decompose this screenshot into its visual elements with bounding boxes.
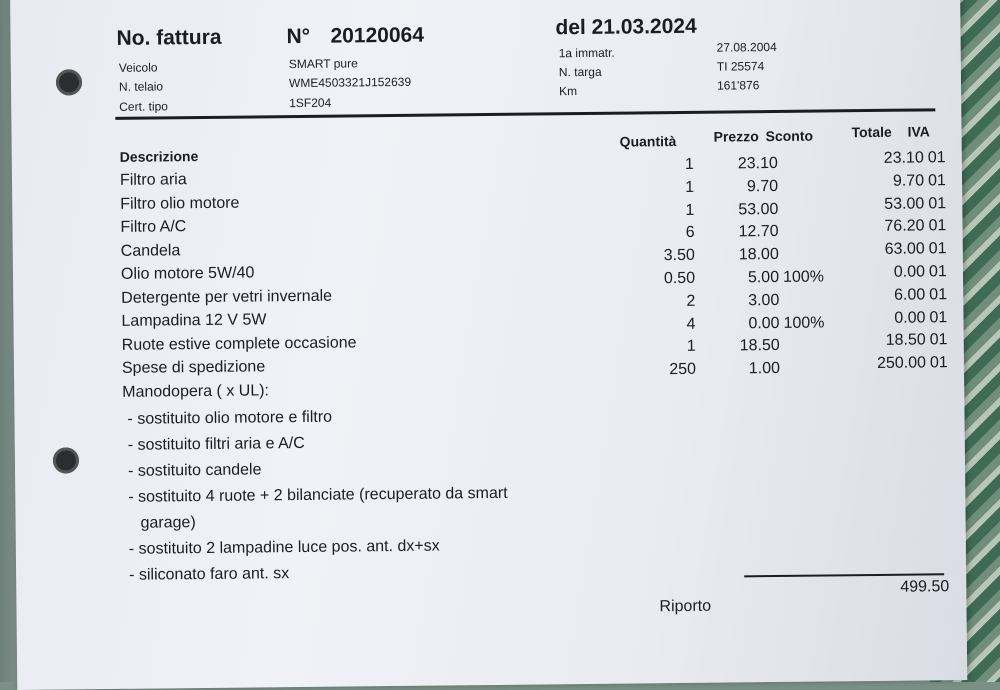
row-price: 53.00 [738,200,779,218]
row-quantity: 3.50 [663,247,695,265]
row-total: 76.20 [884,217,925,236]
row-quantity: 6 [685,224,695,242]
row-price: 3.00 [748,291,780,310]
labour-note: garage) [140,514,196,532]
first-registration-label: 1a immatr. [558,45,615,61]
row-discount [783,291,833,292]
row-discount [782,200,832,201]
first-registration-value: 27.08.2004 [716,39,777,55]
labour-note: - sostituito 4 ruote + 2 bilanciate (recuperato da smart [128,484,508,506]
chassis-label: N. telaio [118,79,164,94]
plate-value: TI 25574 [716,59,765,74]
plate-label: N. targa [558,64,602,80]
row-quantity: 250 [669,361,697,379]
row-description: Manodopera ( x UL): [122,381,270,401]
row-description: Spese di spedizione [121,358,266,377]
row-discount [782,177,832,178]
row-vat: 01 [928,217,947,235]
row-description: Olio motore 5W/40 [120,264,255,283]
row-description: Ruote estive complete occasione [121,333,357,354]
row-discount [782,223,832,224]
header-divider [115,108,935,120]
row-total: 63.00 [884,240,925,259]
row-discount [784,360,834,361]
labour-note: - sostituito candele [127,461,262,480]
row-quantity: 0.50 [663,269,696,288]
row-vat: 01 [927,149,946,167]
col-price: Prezzo [713,128,759,145]
row-vat: 01 [928,240,947,258]
row-discount: 100% [783,314,825,332]
row-price: 9.70 [746,177,779,196]
row-description: Filtro aria [119,171,187,189]
vehicle-value: SMART pure [288,56,358,72]
labour-note: - sostituito olio motore e filtro [127,408,333,428]
cert-type-value: 1SF204 [289,95,332,111]
row-vat: 01 [927,172,946,190]
row-total: 0.00 [893,263,926,281]
km-label: Km [559,84,578,99]
row-description: Candela [120,241,181,260]
invoice-label: No. fattura [116,25,222,50]
row-total: 53.00 [884,195,925,213]
row-total: 0.00 [894,309,926,327]
labour-note: - siliconato faro ant. sx [129,565,290,584]
punch-hole-bottom [53,447,79,473]
row-vat: 01 [928,263,947,281]
row-quantity: 1 [686,338,696,356]
row-price: 23.10 [737,154,778,173]
row-price: 1.00 [748,360,781,378]
row-quantity: 1 [685,201,695,219]
row-price: 0.00 [748,314,780,332]
vehicle-label: Veicolo [118,60,158,75]
row-vat: 01 [929,331,948,349]
col-description: Descrizione [119,148,199,165]
row-price: 5.00 [747,268,780,287]
row-discount [782,154,832,155]
row-quantity: 4 [686,315,696,333]
row-total: 9.70 [892,172,925,190]
carry-value: 499.50 [900,578,950,596]
col-discount: Sconto [765,127,814,145]
col-total: Totale [851,123,892,141]
row-total: 23.10 [883,149,924,167]
row-price: 18.50 [739,337,780,355]
row-description: Filtro A/C [120,218,187,236]
row-total: 6.00 [894,286,926,304]
labour-note: - sostituito filtri aria e A/C [127,434,305,454]
labour-note: - sostituito 2 lampadine luce pos. ant. dx+sx [128,537,440,558]
invoice-number: 20120064 [330,23,425,48]
row-vat: 01 [928,194,947,212]
row-price: 18.00 [738,246,779,264]
row-price: 12.70 [738,223,779,241]
row-description: Detergente per vetri invernale [121,287,333,307]
carry-label: Riporto [659,597,712,616]
total-divider [744,573,944,577]
punch-hole-top [56,69,82,95]
col-vat: IVA [907,123,930,140]
row-quantity: 1 [685,178,695,196]
number-label: N° [286,24,311,49]
row-total: 18.50 [885,331,926,350]
row-discount: 100% [782,268,825,286]
invoice-page [10,0,967,690]
row-vat: 01 [929,308,948,326]
row-vat: 01 [929,354,948,372]
row-description: Lampadina 12 V 5W [121,311,267,330]
row-discount [783,246,833,247]
chassis-value: WME4503321J152639 [288,74,412,91]
km-value: 161'876 [716,78,760,93]
row-quantity: 1 [684,155,694,173]
row-total: 250.00 [876,354,927,373]
cert-type-label: Cert. tipo [119,99,168,114]
row-vat: 01 [929,286,948,304]
invoice-date: del 21.03.2024 [555,14,697,40]
row-description: Filtro olio motore [120,194,240,213]
col-quantity: Quantità [619,133,677,150]
row-quantity: 2 [686,292,696,310]
row-discount [784,337,834,338]
